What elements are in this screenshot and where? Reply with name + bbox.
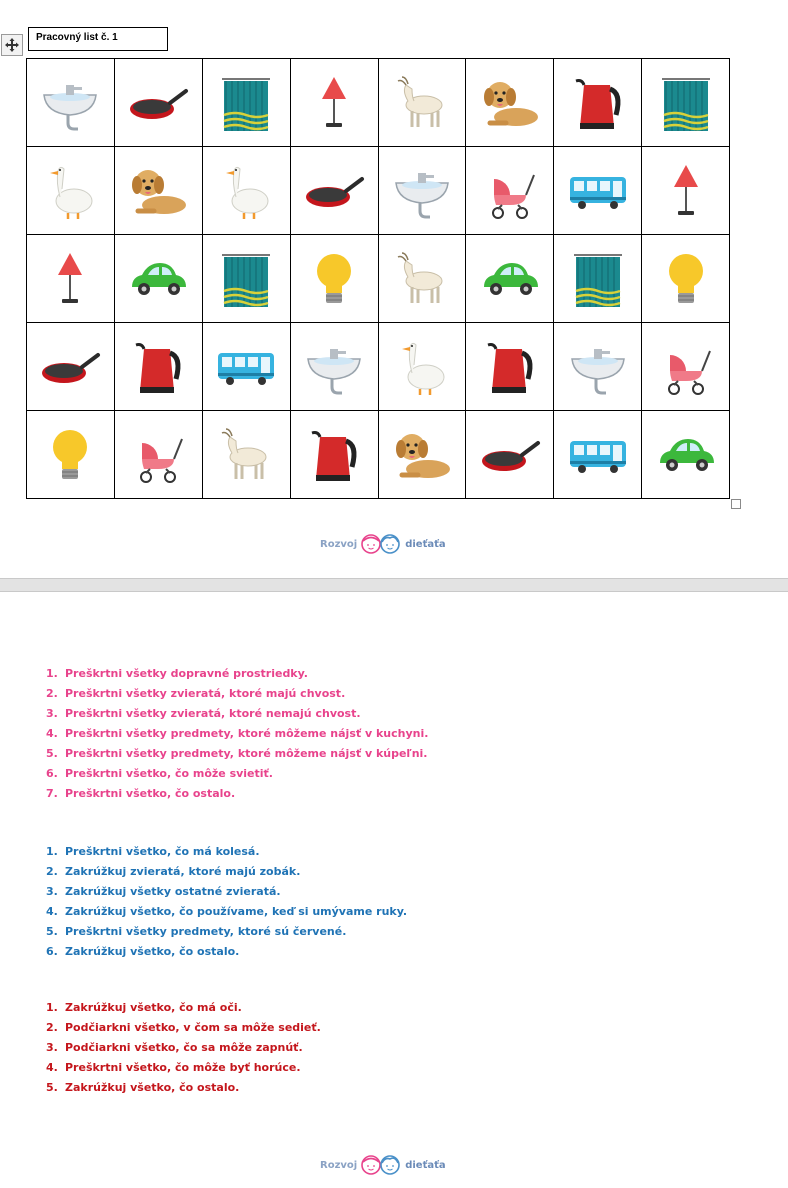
task-item: 1. Zakrúžkuj všetko, čo má oči. (46, 1001, 242, 1014)
grid-cell (554, 235, 642, 323)
bulb-icon (27, 423, 114, 487)
frying-pan-icon (115, 71, 202, 135)
grid-row (27, 411, 730, 499)
logo-text-left: Rozvoj (320, 538, 358, 550)
lamp-icon (291, 71, 378, 135)
children-faces-icon (359, 533, 403, 555)
bus-icon (554, 423, 641, 487)
grid-cell (466, 59, 554, 147)
task-item: 6. Preškrtni všetko, čo môže svietiť. (46, 767, 273, 780)
task-item: 4. Preškrtni všetky predmety, ktoré môžeme nájsť v kuchyni. (46, 727, 429, 740)
grid-cell (114, 147, 202, 235)
task-item: 4. Preškrtni všetko, čo môže byť horúce. (46, 1061, 301, 1074)
task-item: 3. Zakrúžkuj všetky ostatné zvieratá. (46, 885, 281, 898)
task-item: 2. Podčiarkni všetko, v čom sa môže sedieť. (46, 1021, 321, 1034)
grid-row (27, 59, 730, 147)
grid-cell (554, 411, 642, 499)
task-list-1 (0, 664, 428, 804)
task-list-3 (0, 998, 321, 1098)
goose-icon (203, 159, 290, 223)
grid-cell (27, 59, 115, 147)
grid-row (27, 323, 730, 411)
grid-cell (114, 323, 202, 411)
brand-logo (320, 1154, 446, 1176)
grid-cell (27, 323, 115, 411)
grid-cell (466, 235, 554, 323)
grid-cell (378, 59, 466, 147)
logo-text-right: dieťaťa (405, 1159, 446, 1171)
towel-icon (203, 71, 290, 135)
page-separator (0, 578, 788, 592)
grid-cell (290, 235, 378, 323)
grid-cell (378, 323, 466, 411)
grid-cell (202, 323, 290, 411)
sink-icon (291, 335, 378, 399)
bus-icon (554, 159, 641, 223)
dog-icon (379, 423, 466, 487)
grid-cell (202, 235, 290, 323)
grid-cell (202, 411, 290, 499)
brand-logo (320, 533, 446, 555)
towel-icon (554, 247, 641, 311)
task-item: 1. Preškrtni všetko, čo má kolesá. (46, 845, 260, 858)
grid-cell (27, 147, 115, 235)
table-resize-handle[interactable] (731, 499, 741, 509)
bulb-icon (642, 247, 729, 311)
worksheet-page-2 (0, 592, 788, 1188)
task-item: 2. Preškrtni všetky zvieratá, ktoré majú chvost. (46, 687, 346, 700)
task-item: 5. Preškrtni všetky predmety, ktoré môžeme nájsť v kúpeľni. (46, 747, 428, 760)
picture-grid (26, 58, 730, 499)
frying-pan-icon (466, 423, 553, 487)
sink-icon (379, 159, 466, 223)
grid-cell (202, 147, 290, 235)
lamp-icon (27, 247, 114, 311)
grid-cell (642, 411, 730, 499)
kettle-icon (115, 335, 202, 399)
grid-cell (554, 59, 642, 147)
worksheet-title: Pracovný list č. 1 (28, 27, 168, 51)
task-item: 5. Preškrtni všetky predmety, ktoré sú červené. (46, 925, 347, 938)
goose-icon (379, 335, 466, 399)
frying-pan-icon (291, 159, 378, 223)
grid-cell (642, 235, 730, 323)
goat-icon (203, 423, 290, 487)
grid-cell (114, 411, 202, 499)
grid-cell (554, 323, 642, 411)
kettle-icon (291, 423, 378, 487)
grid-cell (466, 147, 554, 235)
task-item: 7. Preškrtni všetko, čo ostalo. (46, 787, 236, 800)
grid-row (27, 235, 730, 323)
table-move-handle[interactable] (1, 34, 23, 56)
task-item: 2. Zakrúžkuj zvieratá, ktoré majú zobák. (46, 865, 301, 878)
sink-icon (554, 335, 641, 399)
grid-cell (114, 235, 202, 323)
sink-icon (27, 71, 114, 135)
grid-cell (27, 411, 115, 499)
grid-cell (642, 323, 730, 411)
bus-icon (203, 335, 290, 399)
grid-cell (378, 411, 466, 499)
frying-pan-icon (27, 335, 114, 399)
dog-icon (115, 159, 202, 223)
worksheet-page-1 (0, 0, 788, 578)
task-item: 5. Zakrúžkuj všetko, čo ostalo. (46, 1081, 240, 1094)
grid-cell (290, 147, 378, 235)
car-icon (642, 423, 729, 487)
stroller-icon (466, 159, 553, 223)
logo-text-left: Rozvoj (320, 1159, 358, 1171)
car-icon (115, 247, 202, 311)
stroller-icon (115, 423, 202, 487)
logo-text-right: dieťaťa (405, 538, 446, 550)
stroller-icon (642, 335, 729, 399)
grid-cell (378, 235, 466, 323)
task-item: 6. Zakrúžkuj všetko, čo ostalo. (46, 945, 240, 958)
lamp-icon (642, 159, 729, 223)
task-item: 4. Zakrúžkuj všetko, čo používame, keď si umývame ruky. (46, 905, 408, 918)
kettle-icon (466, 335, 553, 399)
bulb-icon (291, 247, 378, 311)
grid-cell (114, 59, 202, 147)
grid-cell (290, 59, 378, 147)
grid-cell (642, 59, 730, 147)
grid-cell (642, 147, 730, 235)
grid-cell (554, 147, 642, 235)
grid-cell (466, 323, 554, 411)
grid-row (27, 147, 730, 235)
goose-icon (27, 159, 114, 223)
towel-icon (203, 247, 290, 311)
towel-icon (642, 71, 729, 135)
kettle-icon (554, 71, 641, 135)
goat-icon (379, 71, 466, 135)
grid-cell (290, 411, 378, 499)
move-arrows-icon (4, 37, 20, 53)
children-faces-icon (359, 1154, 403, 1176)
task-item: 3. Preškrtni všetky zvieratá, ktoré nemajú chvost. (46, 707, 361, 720)
grid-cell (202, 59, 290, 147)
grid-cell (290, 323, 378, 411)
task-list-2 (0, 842, 407, 962)
grid-cell (466, 411, 554, 499)
grid-cell (378, 147, 466, 235)
task-item: 1. Preškrtni všetky dopravné prostriedky. (46, 667, 308, 680)
goat-icon (379, 247, 466, 311)
grid-cell (27, 235, 115, 323)
task-item: 3. Podčiarkni všetko, čo sa môže zapnúť. (46, 1041, 303, 1054)
dog-icon (466, 71, 553, 135)
car-icon (466, 247, 553, 311)
